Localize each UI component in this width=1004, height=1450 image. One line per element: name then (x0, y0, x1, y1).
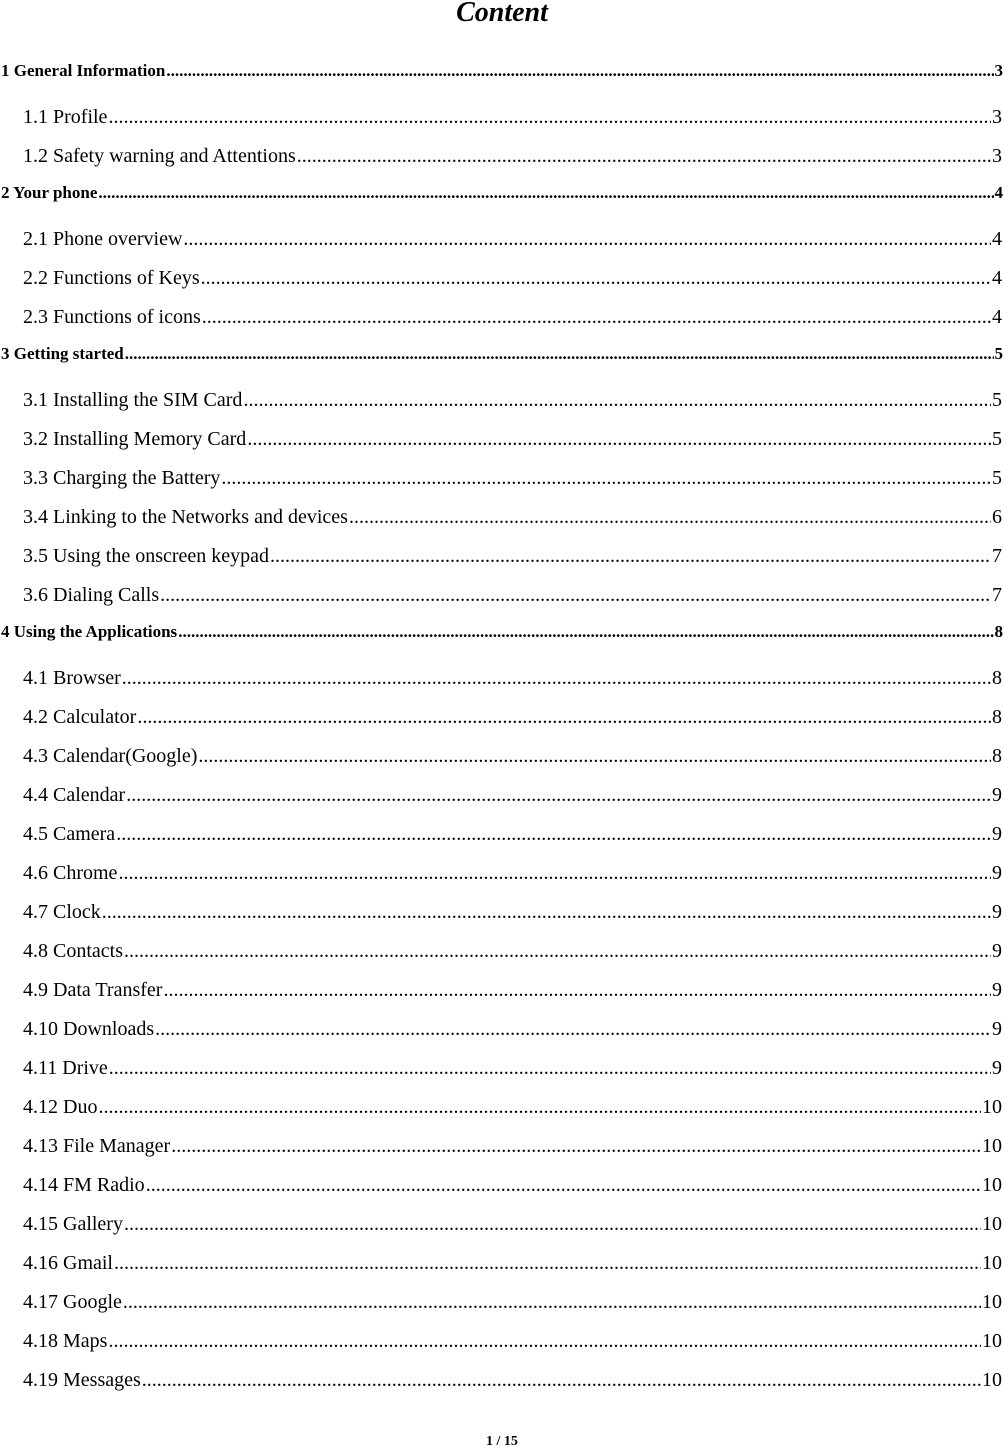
toc-dot-leader (124, 932, 991, 970)
toc-entry-page: 7 (992, 584, 1002, 606)
toc-entry-page: 10 (982, 1135, 1002, 1157)
toc-entry-label: 4.12 Duo (23, 1096, 98, 1118)
toc-subsection-entry[interactable] (0, 932, 1004, 971)
toc-subsection-entry[interactable] (0, 298, 1004, 337)
toc-entry-page: 4 (992, 267, 1002, 289)
toc-subsection-entry[interactable] (0, 815, 1004, 854)
toc-section-entry[interactable] (0, 54, 1004, 98)
toc-subsection-entry[interactable] (0, 259, 1004, 298)
toc-entry-label: 4.13 File Manager (23, 1135, 171, 1157)
toc-dot-leader (243, 381, 991, 419)
toc-entry-page: 9 (992, 940, 1002, 962)
toc-entry-label: 3.2 Installing Memory Card (23, 428, 247, 450)
toc-entry-page: 10 (982, 1174, 1002, 1196)
toc-dot-leader (108, 1322, 981, 1360)
toc-entry-page: 10 (982, 1213, 1002, 1235)
toc-entry-page: 8 (992, 667, 1002, 689)
toc-entry-label: 3.5 Using the onscreen keypad (23, 545, 270, 567)
toc-entry-label: 4.9 Data Transfer (23, 979, 163, 1001)
toc-entry-page: 4 (992, 306, 1002, 328)
toc-entry-page: 9 (992, 823, 1002, 845)
toc-entry-page: 5 (992, 389, 1002, 411)
toc-dot-leader (142, 1361, 981, 1399)
toc-subsection-entry[interactable] (0, 1322, 1004, 1361)
toc-entry-page: 9 (992, 1018, 1002, 1040)
toc-dot-leader (171, 1127, 981, 1165)
toc-dot-leader (98, 1088, 981, 1126)
toc-dot-leader (166, 54, 993, 88)
toc-entry-page: 7 (992, 545, 1002, 567)
toc-subsection-entry[interactable] (0, 98, 1004, 137)
toc-subsection-entry[interactable] (0, 854, 1004, 893)
toc-entry-page: 10 (982, 1330, 1002, 1352)
toc-subsection-entry[interactable] (0, 1244, 1004, 1283)
toc-entry-page: 9 (992, 901, 1002, 923)
toc-entry-page: 9 (992, 1057, 1002, 1079)
toc-dot-leader (123, 1283, 981, 1321)
toc-entry-label: 4 Using the Applications (1, 622, 178, 641)
toc-dot-leader (108, 98, 991, 136)
toc-entry-label: 2.2 Functions of Keys (23, 267, 200, 289)
toc-section-entry[interactable] (0, 337, 1004, 381)
toc-dot-leader (116, 815, 991, 853)
toc-entry-label: 4.10 Downloads (23, 1018, 155, 1040)
table-of-contents (0, 54, 1004, 1400)
toc-entry-label: 4.5 Camera (23, 823, 116, 845)
toc-dot-leader (221, 459, 991, 497)
toc-entry-page: 5 (994, 344, 1003, 363)
toc-dot-leader (198, 737, 991, 775)
toc-subsection-entry[interactable] (0, 893, 1004, 932)
toc-dot-leader (109, 1049, 991, 1087)
toc-entry-page: 4 (992, 228, 1002, 250)
toc-dot-leader (124, 1205, 981, 1243)
toc-entry-page: 10 (982, 1369, 1002, 1391)
toc-subsection-entry[interactable] (0, 1010, 1004, 1049)
toc-entry-page: 5 (992, 467, 1002, 489)
toc-dot-leader (137, 698, 991, 736)
toc-entry-label: 4.3 Calendar(Google) (23, 745, 198, 767)
toc-entry-label: 3.3 Charging the Battery (23, 467, 221, 489)
toc-subsection-entry[interactable] (0, 576, 1004, 615)
toc-entry-page: 10 (982, 1252, 1002, 1274)
toc-dot-leader (102, 893, 991, 931)
toc-entry-label: 4.4 Calendar (23, 784, 126, 806)
toc-entry-label: 3.6 Dialing Calls (23, 584, 160, 606)
toc-dot-leader (163, 971, 991, 1009)
toc-subsection-entry[interactable] (0, 1166, 1004, 1205)
toc-entry-page: 5 (992, 428, 1002, 450)
toc-entry-page: 8 (992, 745, 1002, 767)
toc-entry-page: 3 (992, 106, 1002, 128)
toc-entry-label: 4.19 Messages (23, 1369, 141, 1391)
toc-subsection-entry[interactable] (0, 698, 1004, 737)
toc-entry-label: 1.1 Profile (23, 106, 108, 128)
toc-subsection-entry[interactable] (0, 971, 1004, 1010)
toc-subsection-entry[interactable] (0, 459, 1004, 498)
toc-subsection-entry[interactable] (0, 1361, 1004, 1400)
toc-entry-label: 4.15 Gallery (23, 1213, 123, 1235)
toc-entry-label: 3.1 Installing the SIM Card (23, 389, 243, 411)
toc-entry-label: 2.3 Functions of icons (23, 306, 201, 328)
toc-dot-leader (349, 498, 991, 536)
toc-entry-page: 8 (992, 706, 1002, 728)
page-number-footer: 1 / 15 (486, 1434, 518, 1449)
toc-dot-leader (202, 298, 991, 336)
toc-entry-page: 8 (994, 622, 1003, 641)
toc-dot-leader (270, 537, 991, 575)
toc-entry-page: 10 (982, 1291, 1002, 1313)
toc-entry-page: 9 (992, 979, 1002, 1001)
toc-subsection-entry[interactable] (0, 1283, 1004, 1322)
toc-section-entry[interactable] (0, 176, 1004, 220)
toc-entry-label: 1 General Information (1, 61, 166, 80)
toc-entry-label: 4.11 Drive (23, 1057, 108, 1079)
toc-entry-label: 3.4 Linking to the Networks and devices (23, 506, 348, 528)
toc-entry-label: 4.7 Clock (23, 901, 101, 923)
toc-entry-label: 1.2 Safety warning and Attentions (23, 145, 296, 167)
toc-entry-page: 9 (992, 862, 1002, 884)
toc-dot-leader (146, 1166, 981, 1204)
toc-dot-leader (297, 137, 991, 175)
toc-entry-label: 4.6 Chrome (23, 862, 118, 884)
toc-subsection-entry[interactable] (0, 1088, 1004, 1127)
toc-dot-leader (125, 337, 994, 371)
toc-subsection-entry[interactable] (0, 220, 1004, 259)
toc-subsection-entry[interactable] (0, 659, 1004, 698)
toc-dot-leader (98, 176, 993, 210)
toc-subsection-entry[interactable] (0, 1049, 1004, 1088)
toc-entry-label: 4.1 Browser (23, 667, 121, 689)
toc-subsection-entry[interactable] (0, 1205, 1004, 1244)
toc-entry-page: 3 (992, 145, 1002, 167)
toc-dot-leader (183, 220, 991, 258)
toc-dot-leader (155, 1010, 991, 1048)
toc-subsection-entry[interactable] (0, 137, 1004, 176)
toc-dot-leader (201, 259, 991, 297)
toc-entry-page: 3 (994, 61, 1003, 80)
toc-entry-label: 4.2 Calculator (23, 706, 137, 728)
toc-dot-leader (247, 420, 991, 458)
document-title: Content (456, 0, 548, 28)
toc-entry-page: 10 (982, 1096, 1002, 1118)
toc-entry-label: 4.8 Contacts (23, 940, 123, 962)
toc-section-entry[interactable] (0, 615, 1004, 659)
toc-entry-label: 4.17 Google (23, 1291, 122, 1313)
toc-dot-leader (160, 576, 991, 614)
toc-entry-page: 4 (994, 183, 1003, 202)
toc-dot-leader (126, 776, 991, 814)
toc-dot-leader (118, 854, 991, 892)
toc-subsection-entry[interactable] (0, 1127, 1004, 1166)
toc-subsection-entry[interactable] (0, 537, 1004, 576)
toc-entry-label: 3 Getting started (1, 344, 124, 363)
toc-entry-page: 9 (992, 784, 1002, 806)
toc-subsection-entry[interactable] (0, 737, 1004, 776)
toc-dot-leader (114, 1244, 981, 1282)
toc-entry-label: 4.16 Gmail (23, 1252, 113, 1274)
toc-subsection-entry[interactable] (0, 420, 1004, 459)
toc-subsection-entry[interactable] (0, 381, 1004, 420)
toc-dot-leader (178, 615, 993, 649)
toc-subsection-entry[interactable] (0, 498, 1004, 537)
toc-entry-page: 6 (992, 506, 1002, 528)
toc-entry-label: 2.1 Phone overview (23, 228, 183, 250)
toc-subsection-entry[interactable] (0, 776, 1004, 815)
toc-dot-leader (122, 659, 991, 697)
toc-entry-label: 4.18 Maps (23, 1330, 108, 1352)
toc-entry-label: 2 Your phone (1, 183, 98, 202)
toc-entry-label: 4.14 FM Radio (23, 1174, 145, 1196)
